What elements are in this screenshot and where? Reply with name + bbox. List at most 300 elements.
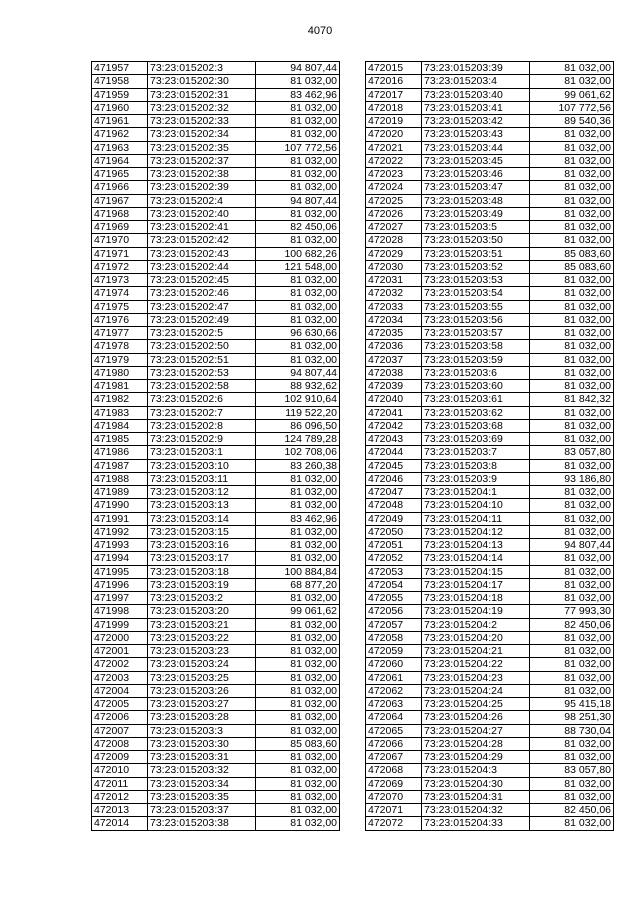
row-number-cell: 472040 (366, 393, 422, 406)
cadastral-number-cell: 73:23:015203:24 (148, 658, 256, 671)
cadastral-number-cell: 73:23:015203:15 (148, 525, 256, 538)
cadastral-number-cell: 73:23:015204:15 (422, 565, 530, 578)
value-cell: 81 032,00 (530, 327, 614, 340)
row-number-cell: 471995 (92, 565, 148, 578)
table-row (366, 539, 614, 552)
table-row (366, 115, 614, 128)
value-cell: 100 884,84 (256, 565, 340, 578)
value-cell: 81 032,00 (530, 486, 614, 499)
value-cell: 93 186,80 (530, 472, 614, 485)
cadastral-number-cell: 73:23:015202:9 (148, 433, 256, 446)
value-cell: 81 032,00 (256, 154, 340, 167)
value-cell: 81 032,00 (256, 751, 340, 764)
row-number-cell: 471967 (92, 194, 148, 207)
table-row (366, 817, 614, 830)
value-cell: 83 057,80 (530, 764, 614, 777)
cadastral-number-cell: 73:23:015202:49 (148, 313, 256, 326)
cadastral-number-cell: 73:23:015204:14 (422, 552, 530, 565)
cadastral-number-cell: 73:23:015203:5 (422, 221, 530, 234)
value-cell: 81 032,00 (256, 631, 340, 644)
cadastral-number-cell: 73:23:015202:34 (148, 128, 256, 141)
value-cell: 81 032,00 (530, 578, 614, 591)
value-cell: 81 032,00 (530, 234, 614, 247)
table-row (92, 737, 340, 750)
table-row (366, 406, 614, 419)
cadastral-number-cell: 73:23:015202:44 (148, 260, 256, 273)
table-row (366, 764, 614, 777)
value-cell: 81 842,32 (530, 393, 614, 406)
cadastral-number-cell: 73:23:015204:27 (422, 724, 530, 737)
row-number-cell: 471977 (92, 327, 148, 340)
table-row (92, 207, 340, 220)
value-cell: 81 032,00 (530, 525, 614, 538)
row-number-cell: 472011 (92, 777, 148, 790)
table-row (92, 777, 340, 790)
table-row (92, 486, 340, 499)
cadastral-number-cell: 73:23:015204:11 (422, 512, 530, 525)
table-row (92, 380, 340, 393)
table-row (92, 605, 340, 618)
cadastral-number-cell: 73:23:015203:27 (148, 698, 256, 711)
cadastral-number-cell: 73:23:015203:42 (422, 115, 530, 128)
value-cell: 81 032,00 (530, 684, 614, 697)
row-number-cell: 472044 (366, 446, 422, 459)
table-row (366, 578, 614, 591)
value-cell: 95 415,18 (530, 698, 614, 711)
row-number-cell: 471985 (92, 433, 148, 446)
row-number-cell: 472049 (366, 512, 422, 525)
value-cell: 81 032,00 (256, 234, 340, 247)
row-number-cell: 471979 (92, 353, 148, 366)
row-number-cell: 471958 (92, 75, 148, 88)
table-row (92, 393, 340, 406)
cadastral-number-cell: 73:23:015203:31 (148, 751, 256, 764)
cadastral-number-cell: 73:23:015202:6 (148, 393, 256, 406)
value-cell: 85 083,60 (530, 247, 614, 260)
value-cell: 81 032,00 (530, 207, 614, 220)
row-number-cell: 472070 (366, 790, 422, 803)
cadastral-number-cell: 73:23:015202:3 (148, 62, 256, 75)
row-number-cell: 471978 (92, 340, 148, 353)
row-number-cell: 472017 (366, 88, 422, 101)
table-row (92, 804, 340, 817)
table-row (92, 101, 340, 114)
cadastral-number-cell: 73:23:015203:35 (148, 790, 256, 803)
cadastral-number-cell: 73:23:015204:17 (422, 578, 530, 591)
row-number-cell: 472010 (92, 764, 148, 777)
value-cell: 89 540,36 (530, 115, 614, 128)
row-number-cell: 471990 (92, 499, 148, 512)
row-number-cell: 472071 (366, 804, 422, 817)
value-cell: 81 032,00 (256, 684, 340, 697)
row-number-cell: 471973 (92, 274, 148, 287)
row-number-cell: 472063 (366, 698, 422, 711)
cadastral-number-cell: 73:23:015203:60 (422, 380, 530, 393)
cadastral-number-cell: 73:23:015203:14 (148, 512, 256, 525)
table-row (366, 552, 614, 565)
value-cell: 81 032,00 (530, 592, 614, 605)
row-number-cell: 471994 (92, 552, 148, 565)
table-row (92, 446, 340, 459)
row-number-cell: 472030 (366, 260, 422, 273)
row-number-cell: 472042 (366, 419, 422, 432)
cadastral-number-cell: 73:23:015203:50 (422, 234, 530, 247)
cadastral-number-cell: 73:23:015203:45 (422, 154, 530, 167)
cadastral-number-cell: 73:23:015202:47 (148, 300, 256, 313)
table-row (366, 366, 614, 379)
table-row (366, 605, 614, 618)
value-cell: 81 032,00 (530, 419, 614, 432)
cadastral-number-cell: 73:23:015203:43 (422, 128, 530, 141)
table-row (366, 247, 614, 260)
row-number-cell: 472013 (92, 804, 148, 817)
table-row (92, 512, 340, 525)
row-number-cell: 472066 (366, 737, 422, 750)
cadastral-number-cell: 73:23:015203:68 (422, 419, 530, 432)
cadastral-number-cell: 73:23:015203:12 (148, 486, 256, 499)
table-row (366, 711, 614, 724)
cadastral-number-cell: 73:23:015203:26 (148, 684, 256, 697)
row-number-cell: 472039 (366, 380, 422, 393)
row-number-cell: 472009 (92, 751, 148, 764)
table-row (366, 207, 614, 220)
value-cell: 81 032,00 (530, 499, 614, 512)
cadastral-number-cell: 73:23:015203:40 (422, 88, 530, 101)
row-number-cell: 471976 (92, 313, 148, 326)
table-row (92, 539, 340, 552)
cadastral-number-cell: 73:23:015204:26 (422, 711, 530, 724)
row-number-cell: 471991 (92, 512, 148, 525)
cadastral-number-cell: 73:23:015204:20 (422, 631, 530, 644)
value-cell: 96 630,66 (256, 327, 340, 340)
table-row (92, 260, 340, 273)
cadastral-number-cell: 73:23:015204:18 (422, 592, 530, 605)
row-number-cell: 472048 (366, 499, 422, 512)
cadastral-number-cell: 73:23:015203:57 (422, 327, 530, 340)
table-row (366, 168, 614, 181)
table-row (366, 287, 614, 300)
table-row (92, 552, 340, 565)
value-cell: 81 032,00 (256, 287, 340, 300)
table-row (366, 128, 614, 141)
table-row (366, 141, 614, 154)
row-number-cell: 471962 (92, 128, 148, 141)
table-row (92, 764, 340, 777)
value-cell: 81 032,00 (530, 645, 614, 658)
value-cell: 81 032,00 (530, 817, 614, 830)
row-number-cell: 472023 (366, 168, 422, 181)
cadastral-number-cell: 73:23:015203:32 (148, 764, 256, 777)
value-cell: 83 462,96 (256, 88, 340, 101)
row-number-cell: 472068 (366, 764, 422, 777)
row-number-cell: 472021 (366, 141, 422, 154)
table-row (366, 181, 614, 194)
cadastral-number-cell: 73:23:015203:25 (148, 671, 256, 684)
cadastral-number-cell: 73:23:015203:61 (422, 393, 530, 406)
table-row (92, 313, 340, 326)
cadastral-number-cell: 73:23:015203:1 (148, 446, 256, 459)
page-number: 4070 (307, 25, 333, 37)
table-row (92, 406, 340, 419)
cadastral-number-cell: 73:23:015203:6 (422, 366, 530, 379)
table-row (92, 658, 340, 671)
row-number-cell: 471961 (92, 115, 148, 128)
table-row (92, 168, 340, 181)
value-cell: 81 032,00 (256, 645, 340, 658)
cadastral-number-cell: 73:23:015203:11 (148, 472, 256, 485)
row-number-cell: 471996 (92, 578, 148, 591)
table-row (92, 817, 340, 830)
value-cell: 81 032,00 (530, 128, 614, 141)
row-number-cell: 471982 (92, 393, 148, 406)
cadastral-number-cell: 73:23:015204:25 (422, 698, 530, 711)
table-row (366, 62, 614, 75)
value-cell: 81 032,00 (256, 592, 340, 605)
value-cell: 81 032,00 (530, 287, 614, 300)
value-cell: 81 032,00 (256, 101, 340, 114)
row-number-cell: 472024 (366, 181, 422, 194)
cadastral-number-cell: 73:23:015204:3 (422, 764, 530, 777)
table-row (92, 234, 340, 247)
table-row (366, 671, 614, 684)
table-row (366, 327, 614, 340)
table-row (366, 631, 614, 644)
cadastral-number-cell: 73:23:015202:30 (148, 75, 256, 88)
table-row (92, 724, 340, 737)
cadastral-number-cell: 73:23:015202:7 (148, 406, 256, 419)
table-row (366, 804, 614, 817)
cadastral-number-cell: 73:23:015203:69 (422, 433, 530, 446)
cadastral-number-cell: 73:23:015202:4 (148, 194, 256, 207)
cadastral-number-cell: 73:23:015203:59 (422, 353, 530, 366)
row-number-cell: 471972 (92, 260, 148, 273)
table-row (366, 499, 614, 512)
row-number-cell: 472019 (366, 115, 422, 128)
table-row (366, 380, 614, 393)
row-number-cell: 471970 (92, 234, 148, 247)
cadastral-number-cell: 73:23:015204:12 (422, 525, 530, 538)
table-row (366, 472, 614, 485)
cadastral-number-cell: 73:23:015203:18 (148, 565, 256, 578)
cadastral-number-cell: 73:23:015203:53 (422, 274, 530, 287)
row-number-cell: 472047 (366, 486, 422, 499)
row-number-cell: 471981 (92, 380, 148, 393)
table-row (366, 274, 614, 287)
table-row (92, 128, 340, 141)
value-cell: 102 708,06 (256, 446, 340, 459)
value-cell: 81 032,00 (256, 790, 340, 803)
value-cell: 86 096,50 (256, 419, 340, 432)
table-row (92, 525, 340, 538)
cadastral-number-cell: 73:23:015202:32 (148, 101, 256, 114)
value-cell: 81 032,00 (256, 472, 340, 485)
cadastral-number-cell: 73:23:015203:37 (148, 804, 256, 817)
row-number-cell: 472004 (92, 684, 148, 697)
row-number-cell: 471999 (92, 618, 148, 631)
row-number-cell: 472045 (366, 459, 422, 472)
table-row (92, 340, 340, 353)
row-number-cell: 472059 (366, 645, 422, 658)
value-cell: 99 061,62 (530, 88, 614, 101)
value-cell: 81 032,00 (256, 207, 340, 220)
value-cell: 119 522,20 (256, 406, 340, 419)
table-row (366, 313, 614, 326)
cadastral-number-cell: 73:23:015203:34 (148, 777, 256, 790)
value-cell: 81 032,00 (256, 698, 340, 711)
row-number-cell: 471984 (92, 419, 148, 432)
table-row (92, 287, 340, 300)
cadastral-number-cell: 73:23:015204:1 (422, 486, 530, 499)
row-number-cell: 471969 (92, 221, 148, 234)
value-cell: 81 032,00 (530, 274, 614, 287)
table-row (92, 327, 340, 340)
row-number-cell: 472067 (366, 751, 422, 764)
value-cell: 85 083,60 (256, 737, 340, 750)
table-row (366, 512, 614, 525)
cadastral-number-cell: 73:23:015202:8 (148, 419, 256, 432)
table-row (366, 446, 614, 459)
value-cell: 81 032,00 (256, 313, 340, 326)
row-number-cell: 471986 (92, 446, 148, 459)
value-cell: 81 032,00 (530, 777, 614, 790)
cadastral-number-cell: 73:23:015204:10 (422, 499, 530, 512)
row-number-cell: 472028 (366, 234, 422, 247)
cadastral-number-cell: 73:23:015202:41 (148, 221, 256, 234)
table-row (366, 340, 614, 353)
value-cell: 83 462,96 (256, 512, 340, 525)
cadastral-number-cell: 73:23:015203:8 (422, 459, 530, 472)
value-cell: 81 032,00 (256, 525, 340, 538)
value-cell: 94 807,44 (530, 539, 614, 552)
cadastral-number-cell: 73:23:015202:40 (148, 207, 256, 220)
row-number-cell: 472055 (366, 592, 422, 605)
row-number-cell: 472034 (366, 313, 422, 326)
table-row (92, 711, 340, 724)
row-number-cell: 472053 (366, 565, 422, 578)
row-number-cell: 471963 (92, 141, 148, 154)
value-cell: 81 032,00 (256, 724, 340, 737)
table-row (366, 698, 614, 711)
cadastral-number-cell: 73:23:015204:32 (422, 804, 530, 817)
row-number-cell: 472032 (366, 287, 422, 300)
value-cell: 81 032,00 (256, 486, 340, 499)
cadastral-number-cell: 73:23:015203:58 (422, 340, 530, 353)
table-row (366, 565, 614, 578)
table-row (92, 751, 340, 764)
row-number-cell: 471964 (92, 154, 148, 167)
row-number-cell: 472012 (92, 790, 148, 803)
table-row (366, 221, 614, 234)
table-row (366, 525, 614, 538)
cadastral-number-cell: 73:23:015202:51 (148, 353, 256, 366)
table-row (92, 154, 340, 167)
value-cell: 81 032,00 (256, 804, 340, 817)
value-cell: 81 032,00 (530, 512, 614, 525)
table-row (92, 592, 340, 605)
row-number-cell: 472016 (366, 75, 422, 88)
cadastral-number-cell: 73:23:015202:39 (148, 181, 256, 194)
cadastral-number-cell: 73:23:015204:13 (422, 539, 530, 552)
row-number-cell: 472057 (366, 618, 422, 631)
table-row (366, 154, 614, 167)
cadastral-number-cell: 73:23:015203:17 (148, 552, 256, 565)
value-cell: 81 032,00 (256, 552, 340, 565)
table-row (92, 459, 340, 472)
row-number-cell: 472022 (366, 154, 422, 167)
table-row (92, 472, 340, 485)
cadastral-number-cell: 73:23:015203:51 (422, 247, 530, 260)
row-number-cell: 472005 (92, 698, 148, 711)
value-cell: 81 032,00 (530, 141, 614, 154)
table-row (92, 645, 340, 658)
table-row (92, 366, 340, 379)
cadastral-number-cell: 73:23:015203:38 (148, 817, 256, 830)
row-number-cell: 472052 (366, 552, 422, 565)
table-row (92, 300, 340, 313)
row-number-cell: 472006 (92, 711, 148, 724)
value-cell: 81 032,00 (530, 552, 614, 565)
table-row (366, 194, 614, 207)
value-cell: 81 032,00 (256, 671, 340, 684)
table-row (92, 684, 340, 697)
table-row (92, 115, 340, 128)
row-number-cell: 472025 (366, 194, 422, 207)
value-cell: 83 057,80 (530, 446, 614, 459)
cadastral-number-cell: 73:23:015203:47 (422, 181, 530, 194)
table-row (92, 88, 340, 101)
row-number-cell: 472018 (366, 101, 422, 114)
row-number-cell: 471975 (92, 300, 148, 313)
value-cell: 83 260,38 (256, 459, 340, 472)
cadastral-number-cell: 73:23:015203:3 (148, 724, 256, 737)
value-cell: 81 032,00 (256, 817, 340, 830)
value-cell: 94 807,44 (256, 194, 340, 207)
row-number-cell: 472031 (366, 274, 422, 287)
row-number-cell: 472015 (366, 62, 422, 75)
table-row (366, 353, 614, 366)
row-number-cell: 471974 (92, 287, 148, 300)
row-number-cell: 471987 (92, 459, 148, 472)
value-cell: 100 682,26 (256, 247, 340, 260)
right-register-table (365, 61, 614, 831)
cadastral-number-cell: 73:23:015202:46 (148, 287, 256, 300)
table-row (366, 618, 614, 631)
value-cell: 81 032,00 (530, 380, 614, 393)
cadastral-number-cell: 73:23:015202:43 (148, 247, 256, 260)
table-row (366, 684, 614, 697)
table-row (366, 592, 614, 605)
cadastral-number-cell: 73:23:015204:33 (422, 817, 530, 830)
row-number-cell: 472014 (92, 817, 148, 830)
cadastral-number-cell: 73:23:015203:13 (148, 499, 256, 512)
value-cell: 81 032,00 (530, 313, 614, 326)
value-cell: 124 789,28 (256, 433, 340, 446)
value-cell: 81 032,00 (530, 300, 614, 313)
value-cell: 81 032,00 (530, 340, 614, 353)
cadastral-number-cell: 73:23:015204:28 (422, 737, 530, 750)
table-row (92, 565, 340, 578)
value-cell: 81 032,00 (256, 764, 340, 777)
table-row (92, 499, 340, 512)
table-row (92, 141, 340, 154)
table-row (92, 631, 340, 644)
value-cell: 81 032,00 (530, 658, 614, 671)
cadastral-number-cell: 73:23:015204:2 (422, 618, 530, 631)
table-row (366, 790, 614, 803)
row-number-cell: 472050 (366, 525, 422, 538)
row-number-cell: 472061 (366, 671, 422, 684)
table-row (366, 777, 614, 790)
